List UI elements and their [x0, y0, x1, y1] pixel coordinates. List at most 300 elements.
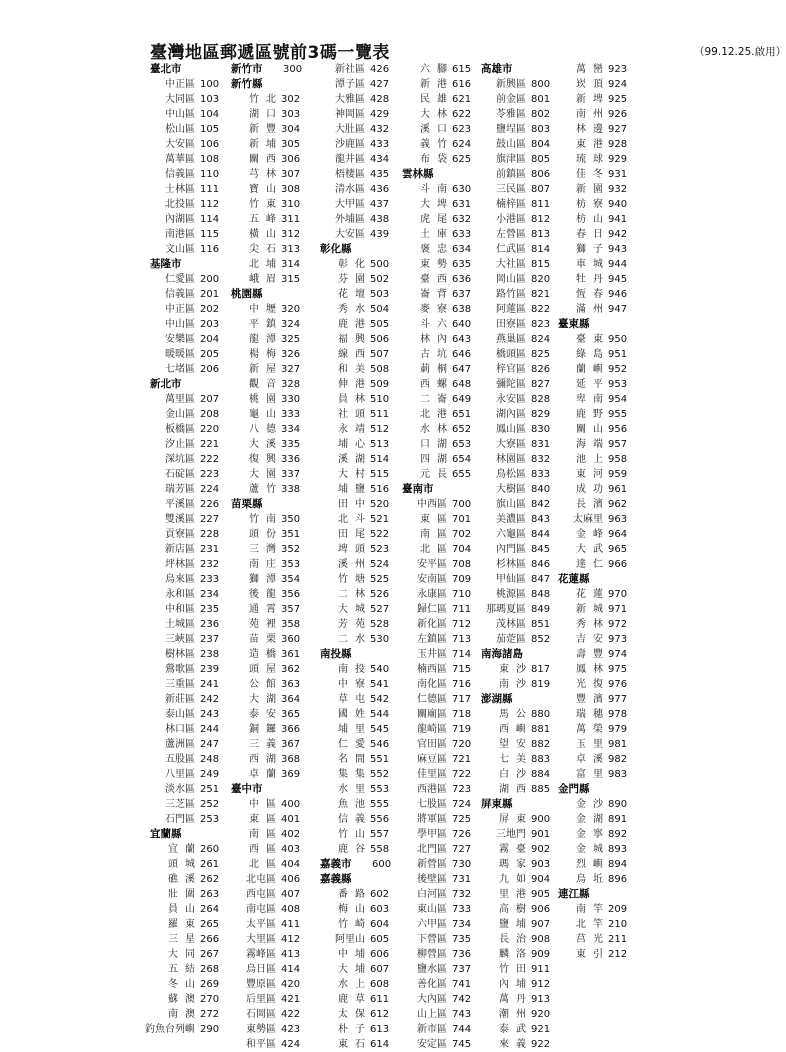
district-row — [318, 182, 392, 197]
postal-code: 251 — [200, 784, 220, 795]
district-row — [148, 632, 222, 647]
district-row — [556, 857, 630, 872]
district-name: 二水 — [338, 634, 372, 645]
district-row — [148, 422, 222, 437]
district-name: 布袋 — [420, 154, 454, 165]
district-name: 后里區 — [246, 994, 276, 1005]
postal-code: 354 — [281, 574, 301, 585]
postal-code: 220 — [200, 424, 220, 435]
district-name: 造橋 — [249, 649, 283, 660]
region-header — [479, 647, 553, 662]
district-row — [318, 902, 392, 917]
district-row — [556, 167, 630, 182]
postal-code: 983 — [608, 769, 628, 780]
district-name: 橫山 — [249, 229, 283, 240]
district-row — [318, 122, 392, 137]
district-name: 鹽水區 — [417, 964, 447, 975]
district-name: 信義 — [338, 814, 372, 825]
region-header — [148, 257, 222, 272]
district-name: 北屯區 — [246, 874, 276, 885]
postal-code: 406 — [281, 874, 301, 885]
district-name: 二崙 — [420, 394, 454, 405]
district-row — [318, 932, 392, 947]
postal-code: 420 — [281, 979, 301, 990]
district-row — [400, 617, 474, 632]
postal-code: 432 — [370, 124, 390, 135]
district-name: 瑞穗 — [576, 709, 610, 720]
postal-code: 436 — [370, 184, 390, 195]
postal-code: 731 — [452, 874, 472, 885]
district-row — [229, 107, 303, 122]
region-header — [400, 167, 474, 182]
district-row — [229, 842, 303, 857]
postal-code: 433 — [370, 139, 390, 150]
district-row — [400, 452, 474, 467]
postal-code: 805 — [531, 154, 551, 165]
district-name: 白沙 — [499, 769, 533, 780]
district-name: 中寮 — [338, 679, 372, 690]
district-row — [229, 152, 303, 167]
postal-code: 975 — [608, 664, 628, 675]
postal-code: 842 — [531, 499, 551, 510]
district-name: 吉安 — [576, 634, 610, 645]
district-row — [148, 737, 222, 752]
postal-code: 608 — [370, 979, 390, 990]
postal-code: 953 — [608, 379, 628, 390]
postal-code: 228 — [200, 529, 220, 540]
district-row — [229, 137, 303, 152]
postal-code: 226 — [200, 499, 220, 510]
district-row — [148, 797, 222, 812]
district-row — [556, 737, 630, 752]
district-row — [400, 662, 474, 677]
postal-code: 402 — [281, 829, 301, 840]
region-name: 基隆市 — [150, 258, 182, 270]
district-row — [318, 782, 392, 797]
effective-date: （99.12.25.啟用） — [694, 46, 786, 58]
district-row — [400, 782, 474, 797]
district-row — [318, 467, 392, 482]
postal-code: 411 — [281, 919, 301, 930]
region-header — [556, 887, 630, 902]
postal-code: 712 — [452, 619, 472, 630]
district-name: 湖西 — [499, 784, 533, 795]
postal-code: 823 — [531, 319, 551, 330]
district-row — [400, 632, 474, 647]
district-name: 南港區 — [165, 229, 195, 240]
district-row — [556, 692, 630, 707]
district-name: 二林 — [338, 589, 372, 600]
district-row — [400, 902, 474, 917]
district-row — [479, 902, 553, 917]
postal-code: 522 — [370, 529, 390, 540]
postal-code: 743 — [452, 1009, 472, 1020]
district-row — [318, 827, 392, 842]
district-row — [556, 242, 630, 257]
district-name: 東區 — [249, 814, 283, 825]
district-row — [479, 272, 553, 287]
postal-code: 802 — [531, 109, 551, 120]
district-name: 仁愛區 — [165, 274, 195, 285]
district-row — [148, 152, 222, 167]
district-row — [318, 92, 392, 107]
postal-code: 546 — [370, 739, 390, 750]
district-row — [148, 347, 222, 362]
postal-code: 222 — [200, 454, 220, 465]
district-row — [479, 707, 553, 722]
postal-code: 315 — [281, 274, 301, 285]
district-name: 蘭嶼 — [576, 364, 610, 375]
postal-code: 224 — [200, 484, 220, 495]
district-name: 湖口 — [249, 109, 283, 120]
district-row — [556, 527, 630, 542]
district-name: 鹿港 — [338, 319, 372, 330]
district-name: 西螺 — [420, 379, 454, 390]
district-row — [479, 512, 553, 527]
postal-code: 903 — [531, 859, 551, 870]
district-row — [479, 407, 553, 422]
postal-code: 885 — [531, 784, 551, 795]
postal-code: 711 — [452, 604, 472, 615]
district-row — [229, 752, 303, 767]
district-name: 南區 — [420, 529, 454, 540]
district-row — [318, 947, 392, 962]
postal-code: 737 — [452, 964, 472, 975]
district-row — [479, 107, 553, 122]
district-row — [400, 392, 474, 407]
postal-code: 361 — [281, 649, 301, 660]
postal-code: 704 — [452, 544, 472, 555]
postal-code: 362 — [281, 664, 301, 675]
district-row — [229, 737, 303, 752]
district-name: 富里 — [576, 769, 610, 780]
district-row — [148, 242, 222, 257]
district-name: 西港區 — [417, 784, 447, 795]
postal-code: 338 — [281, 484, 301, 495]
district-name: 新豐 — [249, 124, 283, 135]
district-name: 新埔 — [249, 139, 283, 150]
postal-code: 414 — [281, 964, 301, 975]
district-name: 苗栗 — [249, 634, 283, 645]
district-name: 新店區 — [165, 544, 195, 555]
district-name: 大內區 — [417, 994, 447, 1005]
district-row — [479, 827, 553, 842]
district-row — [400, 932, 474, 947]
district-row — [400, 587, 474, 602]
postal-code: 633 — [452, 229, 472, 240]
postal-code: 964 — [608, 529, 628, 540]
postal-code: 308 — [281, 184, 301, 195]
district-row — [148, 122, 222, 137]
district-row — [400, 887, 474, 902]
postal-code: 978 — [608, 709, 628, 720]
postal-code: 356 — [281, 589, 301, 600]
postal-code: 908 — [531, 934, 551, 945]
postal-code: 924 — [608, 79, 628, 90]
district-row — [400, 752, 474, 767]
district-row — [400, 302, 474, 317]
district-name: 霧臺 — [499, 844, 533, 855]
district-name: 萬巒 — [576, 64, 610, 75]
region-name: 屏東縣 — [481, 798, 513, 810]
district-row — [318, 77, 392, 92]
postal-code: 804 — [531, 139, 551, 150]
postal-code: 845 — [531, 544, 551, 555]
district-row — [318, 557, 392, 572]
postal-code: 243 — [200, 709, 220, 720]
postal-code: 622 — [452, 109, 472, 120]
postal-code: 652 — [452, 424, 472, 435]
district-row — [318, 332, 392, 347]
district-name: 龍崎區 — [417, 724, 447, 735]
postal-code: 351 — [281, 529, 301, 540]
postal-code: 925 — [608, 94, 628, 105]
district-name: 南化區 — [417, 679, 447, 690]
postal-code: 423 — [281, 1024, 301, 1035]
postal-code: 847 — [531, 574, 551, 585]
region-name: 花蓮縣 — [558, 573, 590, 585]
district-name: 石岡區 — [246, 1009, 276, 1020]
district-row — [479, 77, 553, 92]
district-name: 來義 — [499, 1039, 533, 1050]
district-name: 大武 — [576, 544, 610, 555]
district-name: 滿州 — [576, 304, 610, 315]
district-row — [148, 362, 222, 377]
district-name: 五結 — [168, 964, 202, 975]
district-row — [318, 677, 392, 692]
district-name: 埔里 — [338, 724, 372, 735]
district-row — [148, 902, 222, 917]
district-row — [318, 842, 392, 857]
district-name: 竹田 — [499, 964, 533, 975]
district-row — [229, 317, 303, 332]
district-name: 關西 — [249, 154, 283, 165]
district-name: 芬園 — [338, 274, 372, 285]
district-name: 安定區 — [417, 1039, 447, 1050]
district-row — [148, 437, 222, 452]
district-name: 太平區 — [246, 919, 276, 930]
district-row — [148, 767, 222, 782]
postal-code: 909 — [531, 949, 551, 960]
postal-code: 882 — [531, 739, 551, 750]
district-name: 員山 — [168, 904, 202, 915]
district-row — [400, 767, 474, 782]
district-name: 善化區 — [417, 979, 447, 990]
district-row — [318, 542, 392, 557]
district-row — [556, 917, 630, 932]
postal-code: 105 — [200, 124, 220, 135]
postal-code: 614 — [370, 1039, 390, 1050]
district-name: 神岡區 — [335, 109, 365, 120]
district-name: 竹南 — [249, 514, 283, 525]
district-name: 鹿草 — [338, 994, 372, 1005]
postal-code: 944 — [608, 259, 628, 270]
district-row — [318, 107, 392, 122]
district-name: 新莊區 — [165, 694, 195, 705]
district-name: 那瑪夏區 — [486, 604, 526, 615]
district-name: 八德 — [249, 424, 283, 435]
district-name: 萬丹 — [499, 994, 533, 1005]
postal-code: 530 — [370, 634, 390, 645]
district-row — [400, 872, 474, 887]
postal-code: 931 — [608, 169, 628, 180]
postal-code: 849 — [531, 604, 551, 615]
district-name: 大寮區 — [496, 439, 526, 450]
district-row — [400, 182, 474, 197]
postal-code: 200 — [200, 274, 220, 285]
district-row — [556, 677, 630, 692]
district-name: 東沙 — [499, 664, 533, 675]
postal-code: 557 — [370, 829, 390, 840]
district-row — [318, 1007, 392, 1022]
postal-code: 305 — [281, 139, 301, 150]
district-row — [479, 887, 553, 902]
postal-code: 607 — [370, 964, 390, 975]
district-row — [556, 617, 630, 632]
district-name: 崁頂 — [576, 79, 610, 90]
district-name: 西湖 — [249, 754, 283, 765]
postal-code: 600 — [372, 859, 392, 870]
postal-code: 232 — [200, 559, 220, 570]
postal-code: 977 — [608, 694, 628, 705]
district-row — [479, 347, 553, 362]
district-row — [400, 992, 474, 1007]
district-row — [318, 632, 392, 647]
district-row — [318, 512, 392, 527]
postal-code: 900 — [531, 814, 551, 825]
district-name: 羅東 — [168, 919, 202, 930]
district-name: 枋寮 — [576, 199, 610, 210]
district-row — [148, 782, 222, 797]
district-row — [479, 377, 553, 392]
district-row — [400, 407, 474, 422]
district-name: 龍井區 — [335, 154, 365, 165]
region-name: 新北市 — [150, 378, 182, 390]
postal-code: 438 — [370, 214, 390, 225]
postal-code: 210 — [608, 919, 628, 930]
district-row — [229, 557, 303, 572]
district-row — [229, 647, 303, 662]
district-row — [318, 1022, 392, 1037]
postal-code: 612 — [370, 1009, 390, 1020]
postal-code: 829 — [531, 409, 551, 420]
postal-code: 651 — [452, 409, 472, 420]
district-name: 六龜區 — [496, 529, 526, 540]
district-row — [479, 662, 553, 677]
district-name: 田中 — [338, 499, 372, 510]
region-header — [318, 872, 392, 887]
district-row — [479, 782, 553, 797]
postal-code: 881 — [531, 724, 551, 735]
district-name: 西嶼 — [499, 724, 533, 735]
district-name: 萬榮 — [576, 724, 610, 735]
district-name: 北門區 — [417, 844, 447, 855]
district-name: 豐原區 — [246, 979, 276, 990]
district-row — [556, 287, 630, 302]
district-row — [400, 647, 474, 662]
district-row — [318, 887, 392, 902]
district-row — [479, 497, 553, 512]
district-name: 延平 — [576, 379, 610, 390]
postal-code: 923 — [608, 64, 628, 75]
postal-code: 236 — [200, 619, 220, 630]
district-row — [148, 932, 222, 947]
district-name: 成功 — [576, 484, 610, 495]
district-name: 甲仙區 — [496, 574, 526, 585]
district-name: 溪口 — [420, 124, 454, 135]
district-row — [479, 632, 553, 647]
district-row — [479, 392, 553, 407]
district-name: 南竿 — [576, 904, 610, 915]
district-row — [229, 1022, 303, 1037]
postal-code: 106 — [200, 139, 220, 150]
region-name: 臺北市 — [150, 63, 182, 75]
district-row — [479, 257, 553, 272]
district-name: 北區 — [249, 859, 283, 870]
district-name: 左營區 — [496, 229, 526, 240]
postal-code: 961 — [608, 484, 628, 495]
district-name: 馬公 — [499, 709, 533, 720]
postal-code: 744 — [452, 1024, 472, 1035]
postal-code: 524 — [370, 559, 390, 570]
district-name: 新社區 — [335, 64, 365, 75]
district-name: 內湖區 — [165, 214, 195, 225]
district-row — [148, 707, 222, 722]
district-name: 水里 — [338, 784, 372, 795]
district-name: 鹿野 — [576, 409, 610, 420]
postal-column — [479, 62, 553, 1052]
district-row — [479, 677, 553, 692]
district-name: 林園區 — [496, 454, 526, 465]
postal-code: 602 — [370, 889, 390, 900]
postal-code: 253 — [200, 814, 220, 825]
district-name: 褒忠 — [420, 244, 454, 255]
postal-code: 904 — [531, 874, 551, 885]
district-row — [229, 707, 303, 722]
district-row — [229, 227, 303, 242]
district-row — [400, 557, 474, 572]
postal-code: 205 — [200, 349, 220, 360]
district-row — [229, 992, 303, 1007]
district-name: 柳營區 — [417, 949, 447, 960]
postal-code: 302 — [281, 94, 301, 105]
district-name: 安南區 — [417, 574, 447, 585]
district-name: 桃源區 — [496, 589, 526, 600]
district-name: 安平區 — [417, 559, 447, 570]
district-row — [229, 482, 303, 497]
district-row — [229, 542, 303, 557]
district-name: 平鎮 — [249, 319, 283, 330]
postal-code: 742 — [452, 994, 472, 1005]
district-name: 岡山區 — [496, 274, 526, 285]
district-row — [479, 557, 553, 572]
district-name: 屏東 — [499, 814, 533, 825]
district-name: 南區 — [249, 829, 283, 840]
district-name: 樹林區 — [165, 649, 195, 660]
district-row — [479, 917, 553, 932]
postal-code: 221 — [200, 439, 220, 450]
district-row — [556, 227, 630, 242]
postal-code: 350 — [281, 514, 301, 525]
district-name: 板橋區 — [165, 424, 195, 435]
postal-code: 947 — [608, 304, 628, 315]
district-name: 路竹區 — [496, 289, 526, 300]
district-row — [148, 497, 222, 512]
postal-code: 206 — [200, 364, 220, 375]
postal-code: 506 — [370, 334, 390, 345]
district-row — [400, 317, 474, 332]
district-name: 東山區 — [417, 904, 447, 915]
